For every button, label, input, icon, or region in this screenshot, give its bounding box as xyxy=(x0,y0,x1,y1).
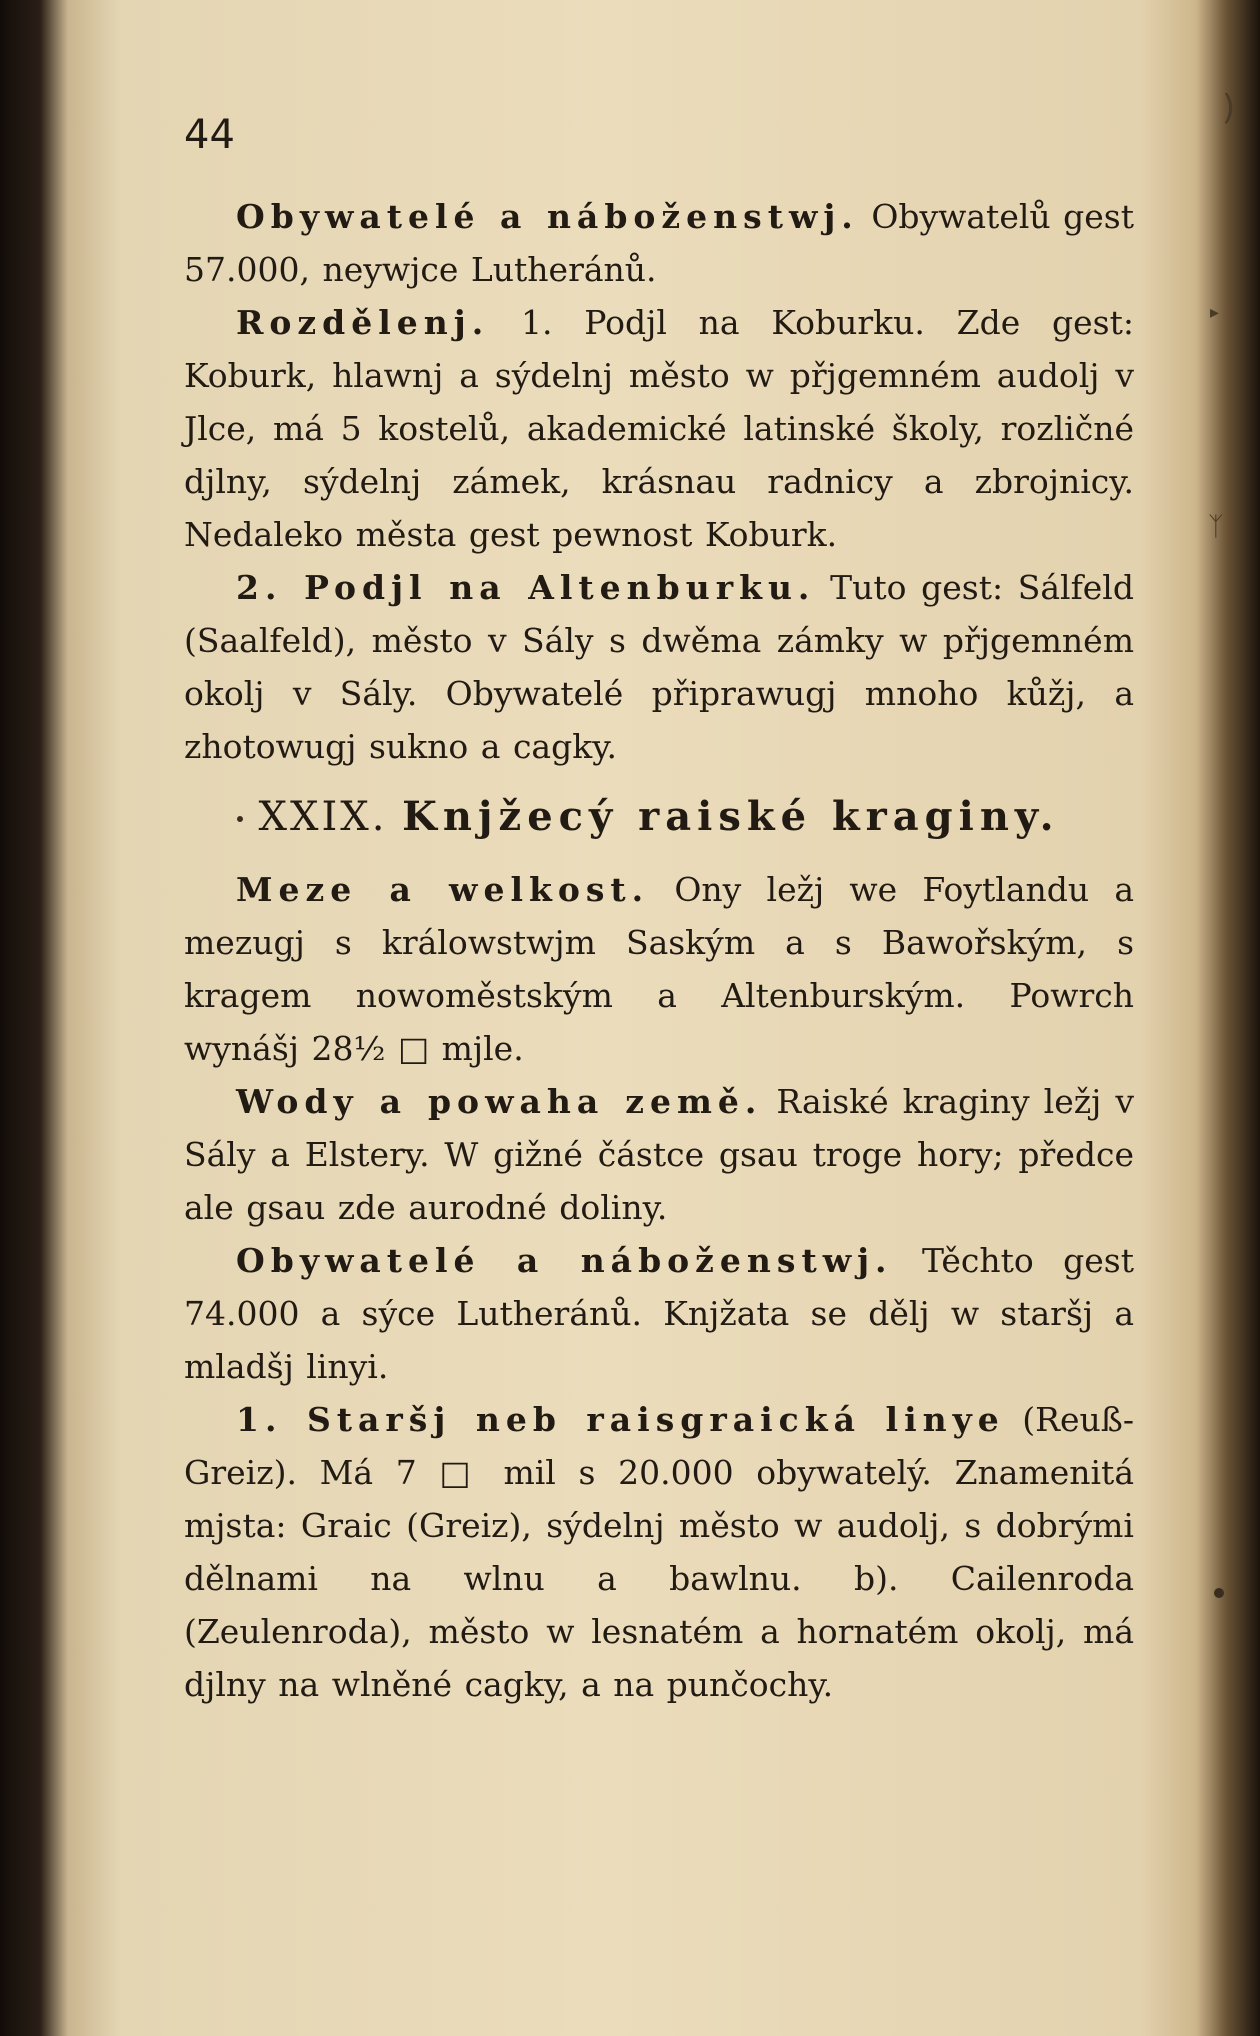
paragraph-label: Obywatelé a náboženstwj. xyxy=(236,197,859,236)
paragraph-text: Tuto gest: Sálfeld (Saalfeld), město v Sály s dwěma zámky w přjgemném okolj v Sály. Obywatelé připrawugj mnoho kůžj, a zhotowugj sukno a cagky. xyxy=(184,568,1134,766)
paragraph-text: Obywatelů gest 57.000, neywjce Lutheránů. xyxy=(184,197,1135,289)
paragraph-text: Ony ležj we Foytlandu a mezugj s králowstwjm Saským a s Bawořským, s kragem nowoměstským a Altenburským. Powrch wynášj 28½ □ mjle. xyxy=(184,870,1134,1068)
section-heading xyxy=(184,789,1134,845)
paragraph xyxy=(184,1075,1134,1234)
margin-mark: ▸ xyxy=(1210,302,1220,323)
paragraph-label: 2. Podjl na Altenburku. xyxy=(236,568,816,607)
paragraph xyxy=(184,296,1134,561)
margin-mark: ᛉ xyxy=(1208,512,1224,542)
paragraph-text: 1. Podjl na Koburku. Zde gest: Koburk, hlawnj a sýdelnj město w přjgemném audolj v Jlce, má 5 kostelů, akademické latinské školy, rozličné djlny, sýdelnj zámek, krásnau radnicy a zbrojnicy. Nedaleko města gest pewnost Koburk. xyxy=(184,303,1134,554)
paragraph-label: Wody a powaha země. xyxy=(236,1082,763,1121)
margin-mark: ) xyxy=(1222,88,1236,128)
paragraph-label: Rozdělenj. xyxy=(236,303,490,342)
paragraph-text: Raiské kraginy ležj v Sály a Elstery. W gižné částce gsau troge hory; předce ale gsau zde aurodné doliny. xyxy=(184,1082,1134,1227)
section-number: XXIX. xyxy=(258,794,388,840)
paragraph xyxy=(184,190,1134,296)
paragraph-text: Těchto gest 74.000 a sýce Lutheránů. Knjžata se dělj w staršj a mladšj linyi. xyxy=(184,1241,1135,1386)
paragraph-label: Meze a welkost. xyxy=(236,870,650,909)
paragraph xyxy=(184,561,1134,773)
margin-dot xyxy=(1214,1588,1224,1598)
paragraph xyxy=(184,1234,1134,1393)
paragraph-text: (Reuß-Greiz). Má 7 □ mil s 20.000 obywatelý. Znamenitá mjsta: Graic (Greiz), sýdelnj město w audolj, s dobrými dělnami na wlnu a bawlnu. b). Cailenroda (Zeulenroda), město w lesnatém a hornatém okolj, má djlny na wlněné cagky, a na punčochy. xyxy=(184,1400,1134,1704)
paragraph-label: Obywatelé a náboženstwj. xyxy=(236,1241,893,1280)
text-block xyxy=(184,190,1134,1711)
paragraph xyxy=(184,863,1134,1075)
section-title: Knjžecý raiské kraginy. xyxy=(402,793,1060,840)
paragraph-label: 1. Staršj neb raisgraická linye xyxy=(236,1400,1005,1439)
paragraph xyxy=(184,1393,1134,1711)
page-number: 44 xyxy=(184,112,235,158)
